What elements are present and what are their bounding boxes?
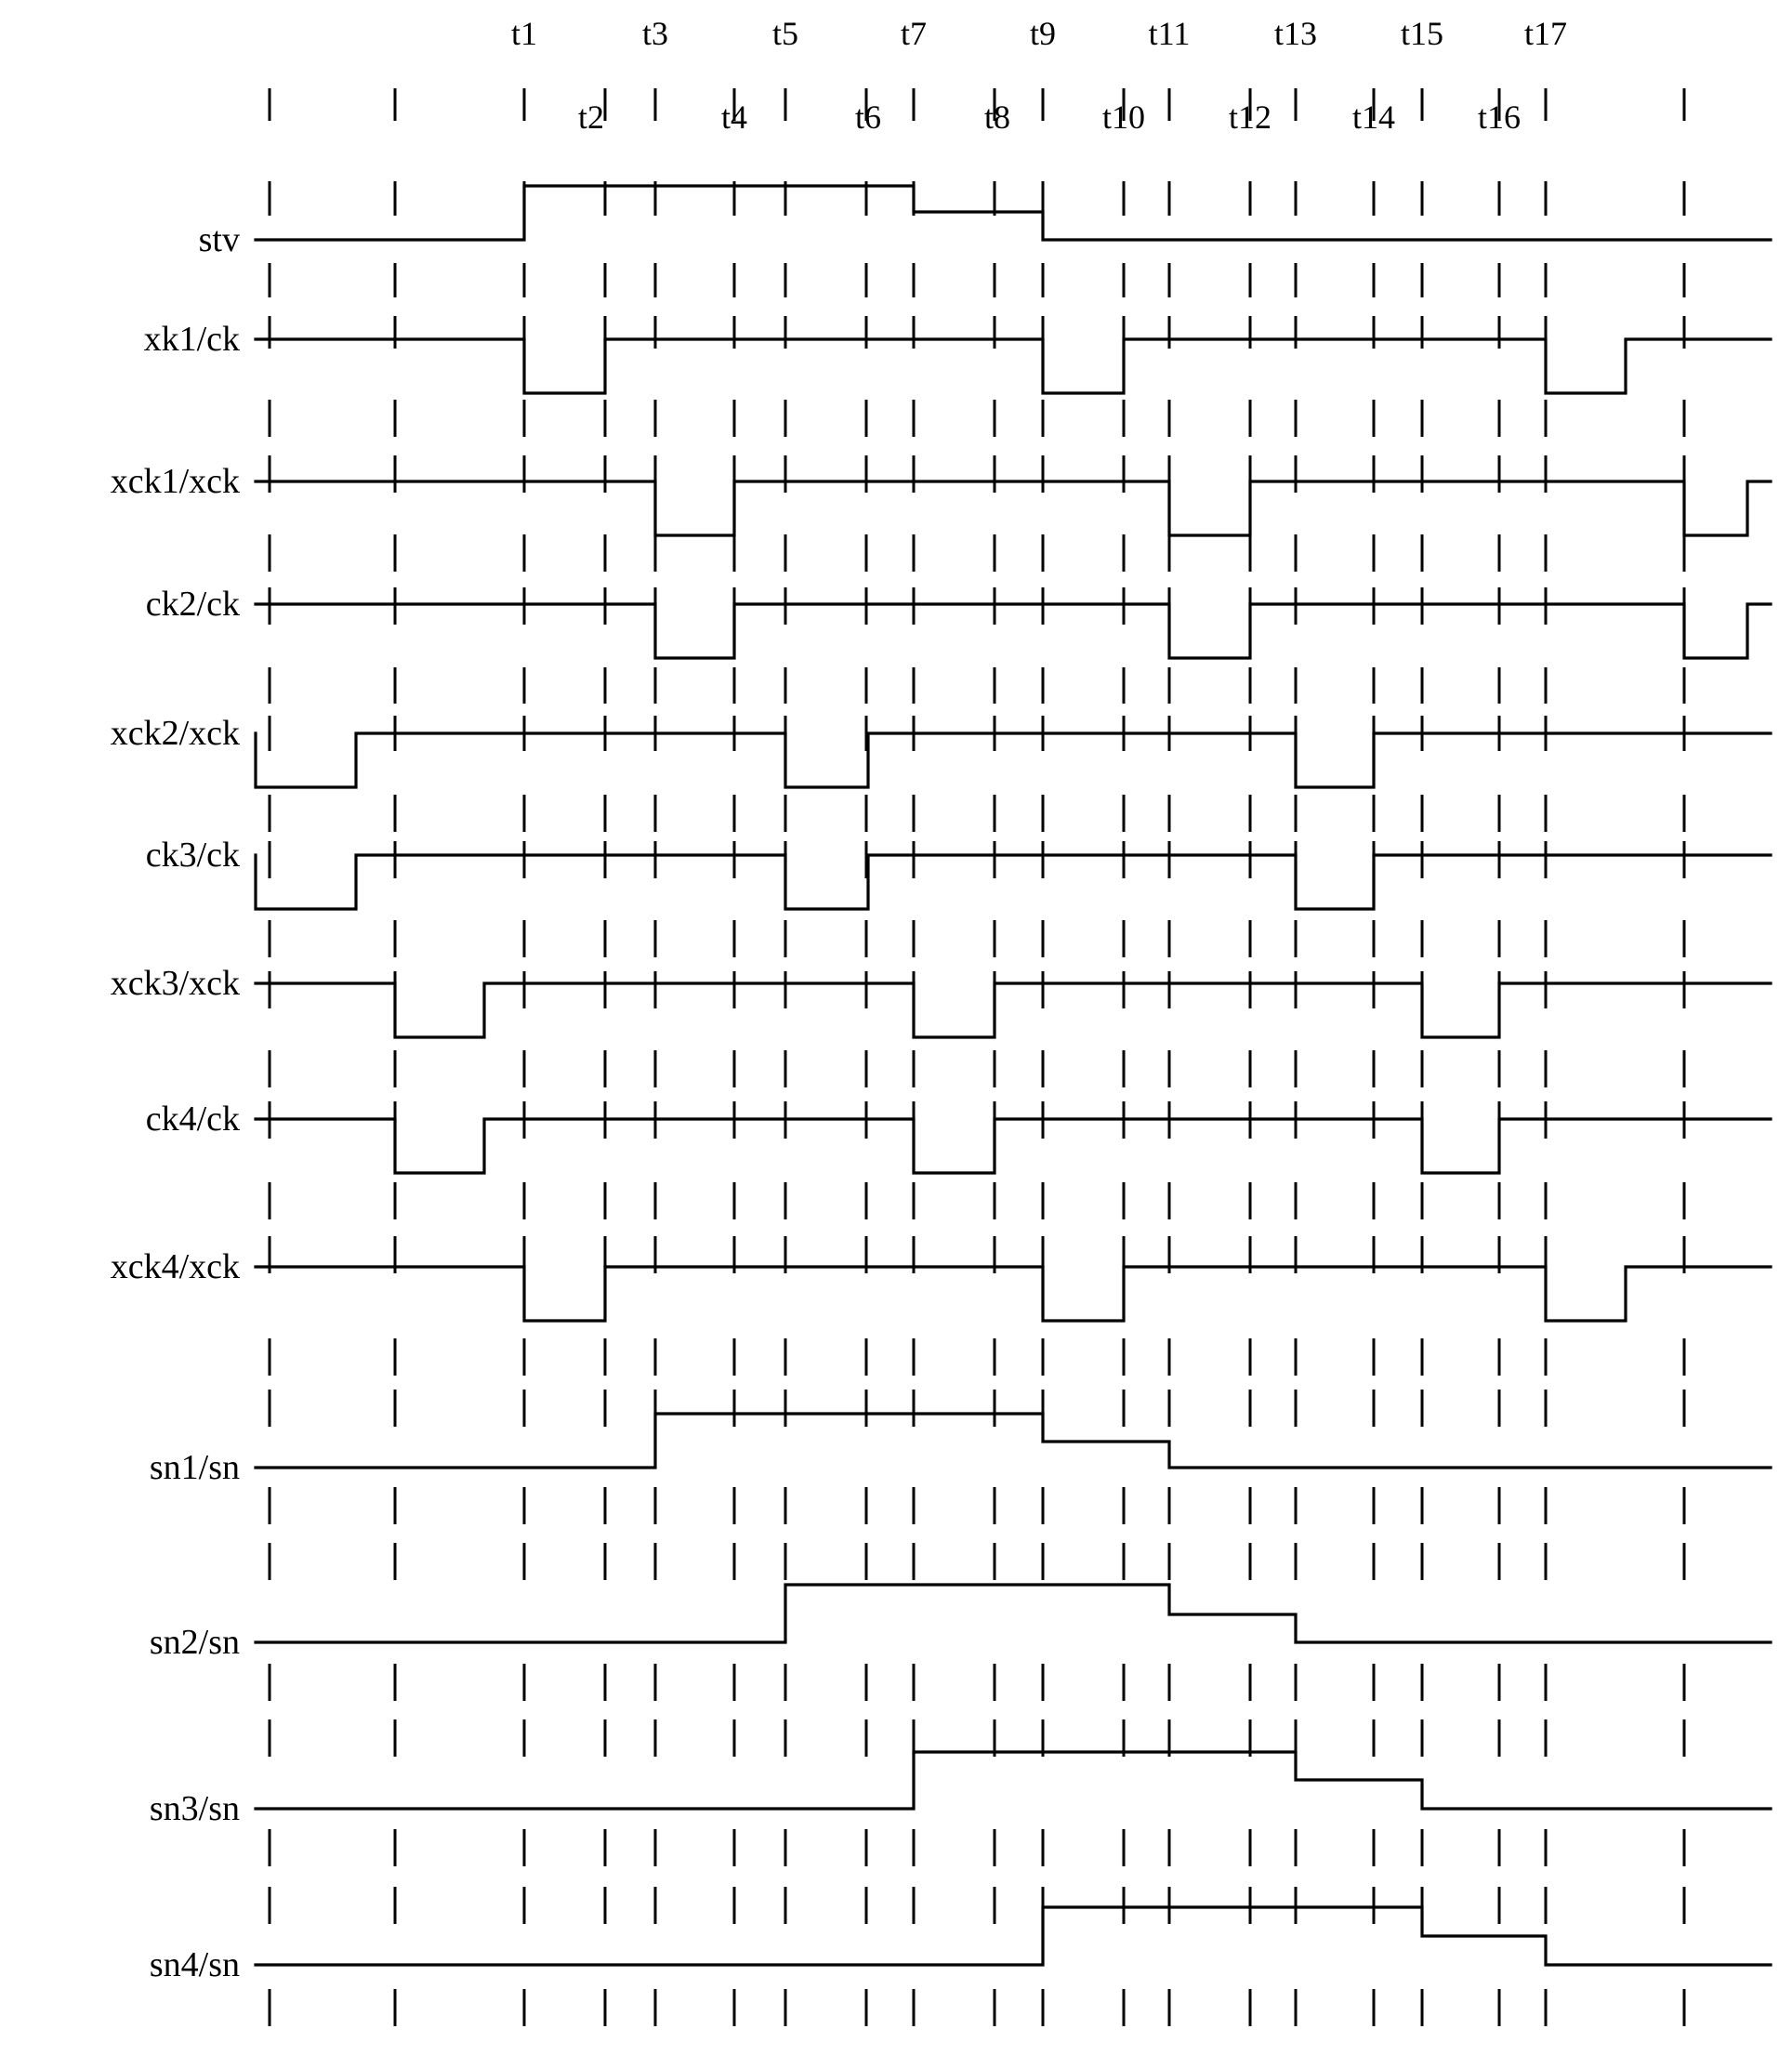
- time-marker-t7: t7: [900, 15, 928, 52]
- signal-label-xck2_xck: xck2/xck: [110, 714, 240, 753]
- signal-label-xck4_xck: xck4/xck: [110, 1247, 240, 1286]
- waveform-xk1_ck: [256, 339, 1771, 393]
- signal-label-xck1_xck: xck1/xck: [110, 462, 240, 501]
- waveform-sn1_sn: [256, 1414, 1771, 1468]
- time-marker-t8: t8: [983, 99, 1011, 136]
- waveform-sn4_sn: [256, 1907, 1771, 1965]
- waveform-stv: [256, 186, 1771, 240]
- time-guide-lines: [270, 88, 1684, 2026]
- signal-label-ck3_ck: ck3/ck: [145, 836, 240, 875]
- signal-label-sn1_sn: sn1/sn: [149, 1448, 240, 1487]
- time-marker-t4: t4: [720, 99, 748, 136]
- waveform-sn2_sn: [256, 1585, 1771, 1642]
- time-marker-t3: t3: [641, 15, 669, 52]
- waveform-xck1_xck: [256, 481, 1771, 535]
- time-marker-t15: t15: [1400, 15, 1444, 52]
- signal-label-xk1_ck: xk1/ck: [143, 320, 240, 359]
- signal-label-stv: stv: [198, 220, 240, 259]
- waveform-ck4_ck: [256, 1119, 1771, 1173]
- waveform-sn3_sn: [256, 1752, 1771, 1809]
- signal-label-xck3_xck: xck3/xck: [110, 964, 240, 1003]
- signal-label-sn4_sn: sn4/sn: [149, 1945, 240, 1984]
- signal-label-sn3_sn: sn3/sn: [149, 1789, 240, 1828]
- time-marker-t10: t10: [1101, 99, 1146, 136]
- waveform-xck4_xck: [256, 1267, 1771, 1321]
- time-marker-t6: t6: [854, 99, 882, 136]
- signal-label-sn2_sn: sn2/sn: [149, 1623, 240, 1662]
- signal-label-ck2_ck: ck2/ck: [145, 585, 240, 624]
- waveform-xck3_xck: [256, 983, 1771, 1037]
- time-marker-t2: t2: [577, 99, 605, 136]
- time-marker-t1: t1: [510, 15, 538, 52]
- time-marker-t12: t12: [1228, 99, 1272, 136]
- time-marker-t16: t16: [1477, 99, 1522, 136]
- signal-waveforms: [256, 186, 1771, 1965]
- time-marker-t5: t5: [771, 15, 799, 52]
- time-marker-t9: t9: [1029, 15, 1057, 52]
- signal-label-ck4_ck: ck4/ck: [145, 1100, 240, 1139]
- time-marker-t13: t13: [1273, 15, 1318, 52]
- waveform-ck3_ck: [256, 855, 1771, 909]
- time-marker-t11: t11: [1148, 15, 1191, 52]
- time-marker-t14: t14: [1351, 99, 1396, 136]
- waveform-ck2_ck: [256, 604, 1771, 658]
- waveform-xck2_xck: [256, 733, 1771, 787]
- time-marker-t17: t17: [1523, 15, 1568, 52]
